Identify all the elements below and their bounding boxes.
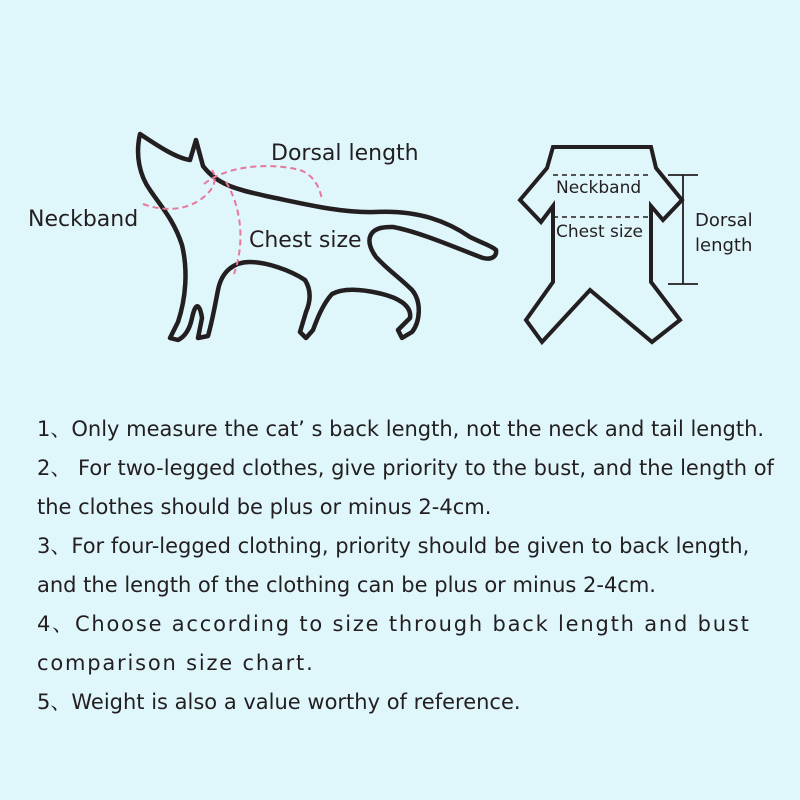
garment-outline [520, 147, 682, 342]
garment-chest-size-label: Chest size [556, 222, 643, 242]
cat-dorsal-length-label: Dorsal length [271, 141, 419, 166]
note-4: 4、Choose according to size through back length and bust comparison size chart. [37, 612, 751, 675]
note-5: 5、Weight is also a value worthy of reference. [37, 690, 521, 714]
garment-neckband-label: Neckband [556, 178, 642, 198]
chest-size-line [226, 182, 240, 274]
cat-neckband-label: Neckband [28, 207, 139, 232]
cat-chest-size-label: Chest size [249, 228, 362, 253]
note-1: 1、Only measure the cat’ s back length, not the neck and tail length. [37, 417, 765, 441]
note-3: 3、For four-legged clothing, priority should be given to back length, and the length of the clothing can be plus or minus 2-4cm. [37, 534, 750, 597]
note-2: 2、 For two-legged clothes, give priority to the bust, and the length of the clothes should be plus or minus 2-4cm. [37, 456, 774, 519]
measurement-notes [37, 410, 777, 722]
garment-dorsal-label: Dorsal [695, 210, 753, 231]
garment-length-label: length [695, 235, 753, 256]
neckband-line [143, 170, 215, 209]
